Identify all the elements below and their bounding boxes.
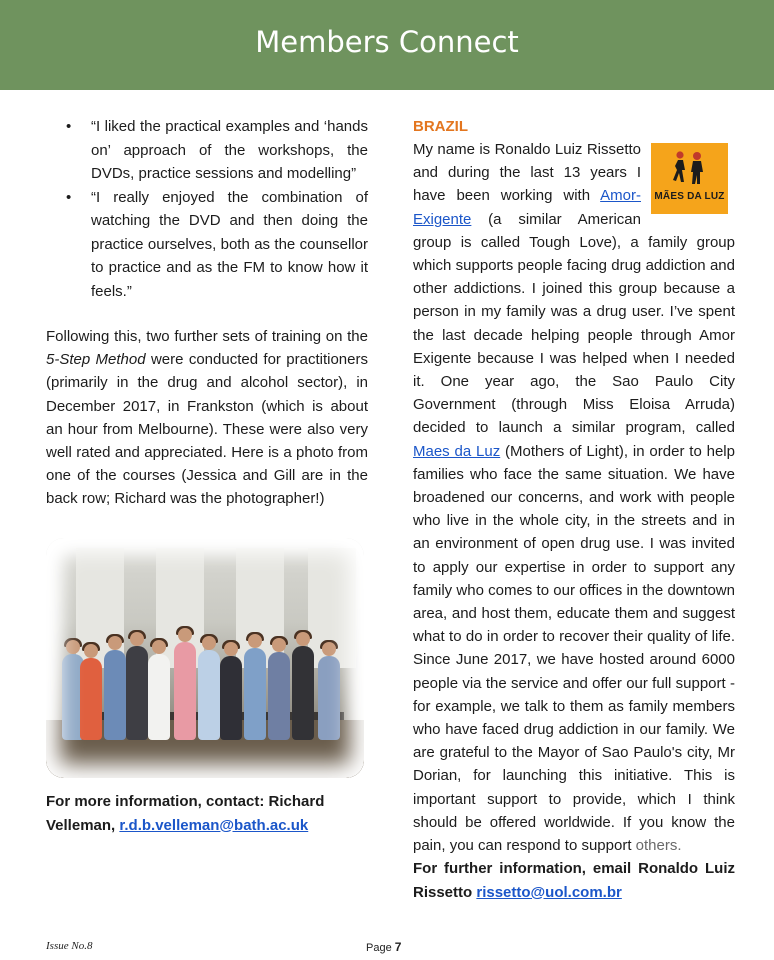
contact-text: For more information, contact: Richard Velleman, <box>46 793 325 834</box>
page-label: Page <box>366 942 395 954</box>
quote-list <box>46 115 368 303</box>
email-link[interactable]: rissetto@uol.com.br <box>476 883 622 901</box>
bullet-icon: • <box>66 188 72 206</box>
section-heading: BRAZIL <box>413 118 468 135</box>
paragraph-text: (Mothers of Light), in order to help families who face the same situation. We have broadened our concerns, and work with people who live in the whole city, in the streets and in an environment of open drug use. I was invited to apply our expertise in order to support any family who comes to our offices in the downtown area, and host them, educate them and suggest what to do in order to recover their quality of life. Since June 2017, we have hosted around 6000 people via the service and offer our full support - for example, we talk to them as family members who have faced drug addiction in our family. We are grateful to the Mayor of Sao Paulo's city, Mr Dorian, for launching this initiative. This is important support to provide, which I think should be offered worldwide. If you know the pain, you can respond to support <box>413 442 735 855</box>
logo-text: MÃES DA LUZ <box>654 190 725 202</box>
paragraph-text: My name is Ronaldo Luiz Rissetto and during the last 13 years I have been working with <box>413 141 641 205</box>
group-photo <box>46 538 364 778</box>
paragraph-tail: others. <box>635 837 682 855</box>
contact-text: For further information, email Ronaldo Luiz Rissetto <box>413 860 735 901</box>
page-number <box>366 940 401 954</box>
quote-text: “I liked the practical examples and ‘hands on’ approach of the workshops, the DVDs, practice sessions and modelling” <box>91 118 368 182</box>
paragraph-text: Following this, two further sets of training on the <box>46 328 368 345</box>
bullet-icon: • <box>66 118 72 135</box>
brazil-paragraph <box>413 138 735 857</box>
page-value: 7 <box>394 940 402 954</box>
list-item <box>46 115 368 186</box>
maes-da-luz-logo <box>651 143 728 214</box>
contact-info <box>413 857 735 904</box>
issue-number: Issue No.8 <box>46 940 93 952</box>
left-column <box>46 115 368 511</box>
email-link[interactable]: r.d.b.velleman@bath.ac.uk <box>119 816 309 834</box>
method-name: 5-Step Method <box>46 351 146 369</box>
contact-info <box>46 790 368 837</box>
paragraph-text: (a similar American group is called Tough Love), a family group which supports people facing drug addiction and other addictions. I joined this group because a person in my family was a drug user. I’ve spent the last decade helping people through Amor Exigente because I was helped when I needed it. One year ago, the Sao Paulo City Government (through Miss Eloisa Arruda) decided to launch a similar program, called <box>413 210 735 437</box>
training-paragraph <box>46 325 368 511</box>
paragraph-text: were conducted for practitioners (primarily in the drug and alcohol sector), in December 2017, in Frankston (which is about an hour from Melbourne). These were also very well rated and appreciated. Here is a photo from one of the courses (Jessica and Gill are in the back row; Richard was the photographer!) <box>46 351 368 508</box>
page-title: Members Connect <box>255 25 519 59</box>
maes-da-luz-link[interactable]: Maes da Luz <box>413 442 501 460</box>
family-icon <box>669 150 709 186</box>
amor-exigente-link[interactable]: Amor-Exigente <box>413 187 641 228</box>
quote-text: “I really enjoyed the combination of watching the DVD and then doing the practice ourselves, both as the counsellor to practice and as the FM to know how it feels.” <box>91 188 368 300</box>
right-column <box>413 115 735 904</box>
list-item <box>46 186 368 304</box>
page-header <box>0 0 774 90</box>
